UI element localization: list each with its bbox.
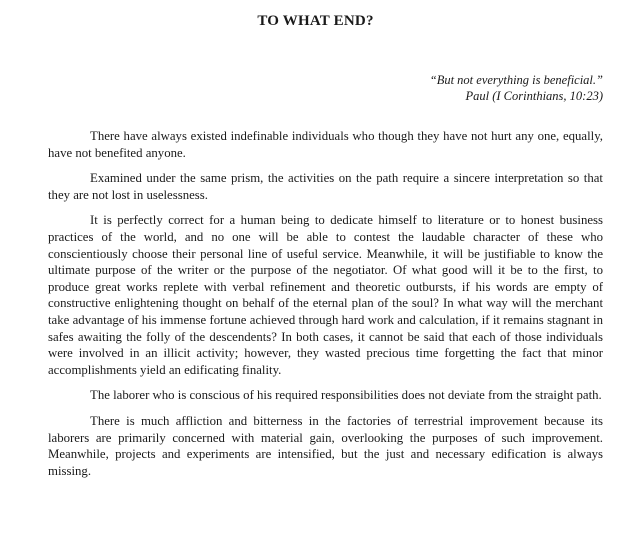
document-body — [48, 128, 603, 488]
epigraph — [430, 72, 603, 104]
paragraph-4: The laborer who is conscious of his required responsibilities does not deviate from the straight path. — [90, 388, 602, 403]
page-title: TO WHAT END? — [257, 13, 374, 29]
epigraph-source: Paul (I Corinthians, 10:23) — [465, 89, 603, 103]
paragraph-3: It is perfectly correct for a human being to dedicate himself to literature or to honest business practices of the world, and no one will be able to contest the laudable character of these who conscientiously choose their personal line of useful service. Meanwhile, it will be justifiable to know the ultimate purpose of the writer or the purpose of the negotiator. Of what good will it be to the first, to produce great works replete with verbal refinement and theoretic outbursts, if his words are empty of constructive enlightening thought on behalf of the eternal plan of the soul? In what way will the merchant take advantage of his immense fortune achieved through hard work and calculation, if it remains stagnant in safes awaiting the folly of the descendents? In both cases, it cannot be said that each of those individuals were involved in an illicit activity; however, they wasted precious time forgetting the fact that minor accomplishments yield an edificating finality. — [48, 213, 603, 377]
epigraph-quote: “But not everything is beneficial.” — [429, 73, 603, 87]
paragraph-5: There is much affliction and bitterness in the factories of terrestrial improvement because its laborers are primarily concerned with material gain, overlooking the purposes of such improvement. Meanwhile, projects and experiments are intensified, but the just and necessary edification is always missing. — [48, 413, 603, 478]
paragraph-2: Examined under the same prism, the activities on the path require a sincere interpretation so that they are not lost in uselessness. — [48, 171, 603, 202]
paragraph-1: There have always existed indefinable individuals who though they have not hurt any one, equally, have not benefited anyone. — [48, 129, 603, 160]
